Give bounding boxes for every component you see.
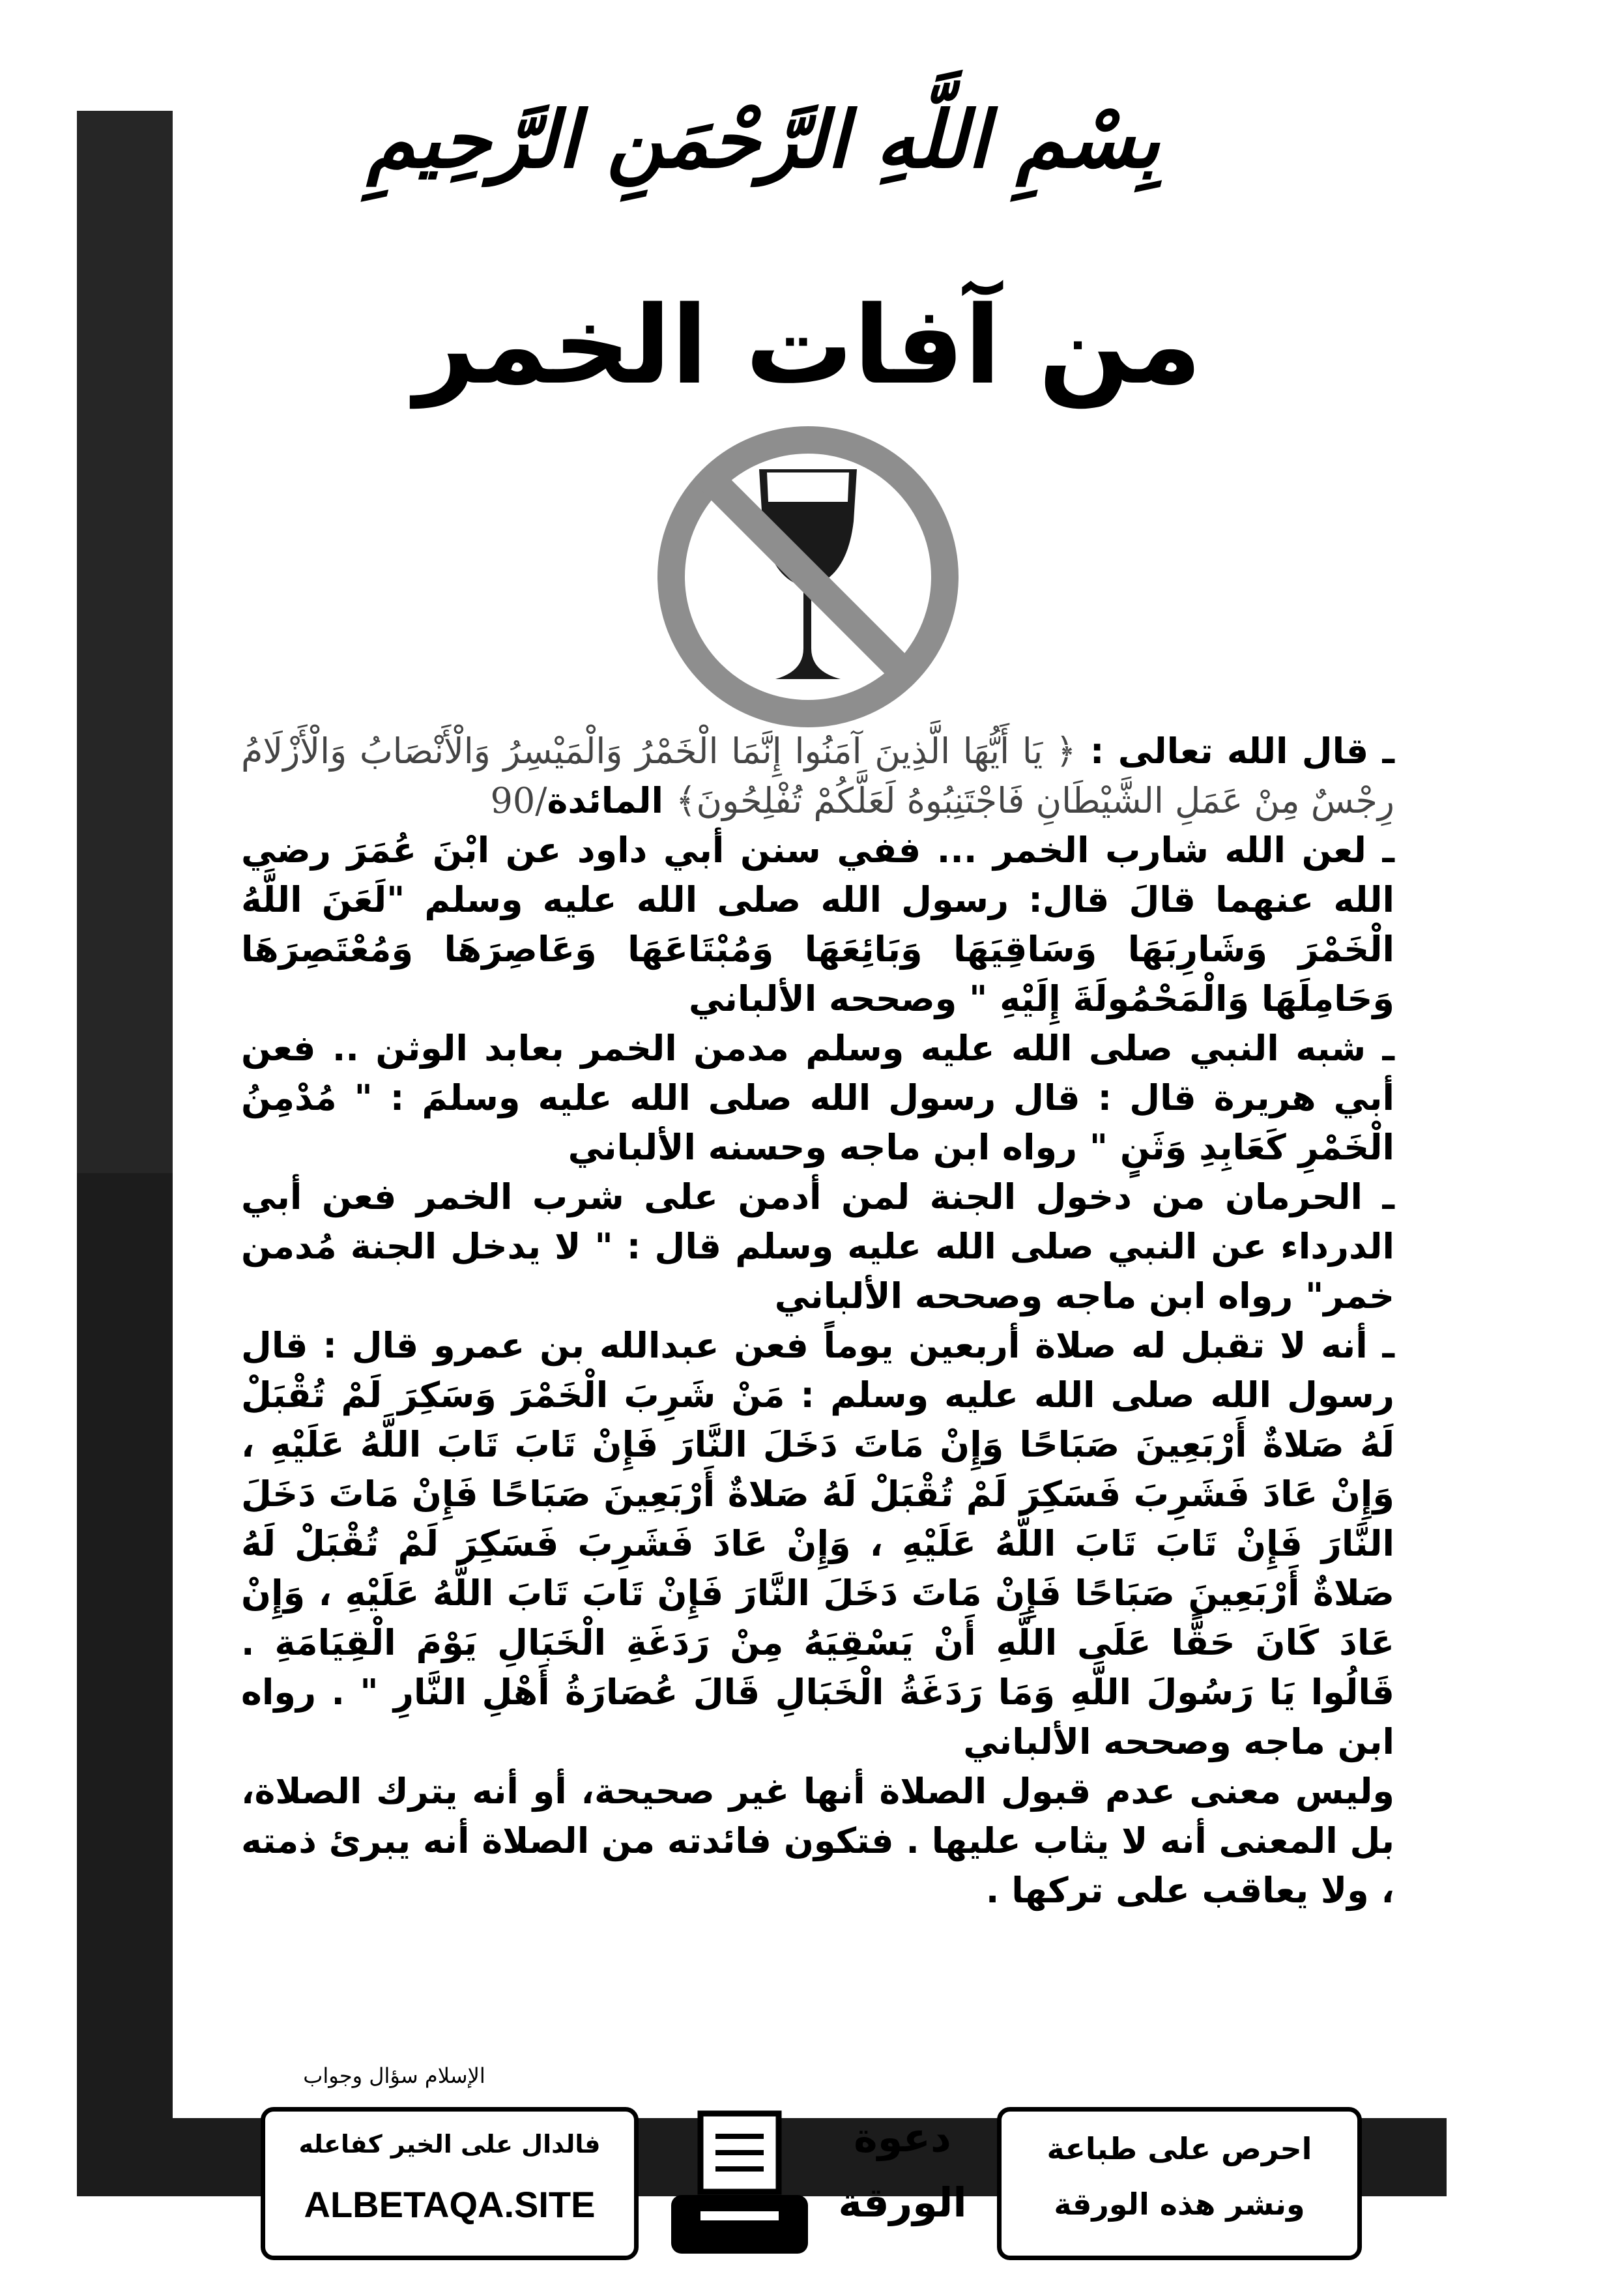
paragraph-6: وليس معنى عدم قبول الصلاة أنها غير صحيحة، أو أنه يترك الصلاة، بل المعنى أنه لا يثاب عليها . فتكون فائدته من الصلاة أنه يبرئ ذمته ، ولا يعاقب على تركها . [241,1771,1394,1911]
verse-number: /90 [490,780,547,821]
paragraph-1 [241,727,1394,826]
website-box[interactable] [261,2107,639,2260]
no-alcohol-svg [655,424,961,730]
body-text [241,727,1394,1915]
quran-verse: ﴿ يَا أَيُّهَا الَّذِينَ آمَنُوا إِنَّمَا الْخَمْرُ وَالْمَيْسِرُ وَالْأَنْصَابُ وَالْأَزْلَامُ رِجْسٌ مِنْ عَمَلِ الشَّيْطَانِ فَاجْتَنِبُوهُ لَعَلَّكُمْ تُفْلِحُونَ﴾ [241,731,1394,821]
source-note: الإسلام سؤال وجواب [303,2063,485,2088]
share-box [997,2107,1362,2260]
logo-top-text: دعوة [854,2114,951,2161]
dawah-logo [834,2107,971,2257]
footer [261,2107,1362,2296]
share-line-2: ونشر هذه الورقة [1054,2187,1305,2222]
p1-lead: ـ قال الله تعالى : [1089,731,1394,772]
printer-icon [665,2107,815,2270]
paragraph-5: ـ أنه لا تقبل له صلاة أربعين يوماً فعن عبدالله بن عمرو قال : قال رسول الله صلى الله عليه وسلم : مَنْ شَرِبَ الْخَمْرَ وَسَكِرَ لَمْ تُقْبَلْ لَهُ صَلاةٌ أَرْبَعِينَ صَبَاحًا وَإِنْ مَاتَ دَخَلَ النَّارَ فَإِنْ تَابَ تَابَ اللَّهُ عَلَيْهِ ، وَإِنْ عَادَ فَشَرِبَ فَسَكِرَ لَمْ تُقْبَلْ لَهُ صَلاةٌ أَرْبَعِينَ صَبَاحًا فَإِنْ مَاتَ دَخَلَ النَّارَ فَإِنْ تَابَ تَابَ اللَّهُ عَلَيْهِ ، وَإِنْ عَادَ فَشَرِبَ فَسَكِرَ لَمْ تُقْبَلْ لَهُ صَلاةٌ أَرْبَعِينَ صَبَاحًا فَإِنْ مَاتَ دَخَلَ النَّارَ فَإِنْ تَابَ تَابَ اللَّهُ عَلَيْهِ ، وَإِنْ عَادَ كَانَ حَقًّا عَلَى اللَّهِ أَنْ يَسْقِيَهُ مِنْ رَدَغَةِ الْخَبَالِ يَوْمَ الْقِيَامَةِ . قَالُوا يَا رَسُولَ اللَّهِ وَمَا رَدَغَةُ الْخَبَالِ قَالَ عُصَارَةُ أَهْلِ النَّارِ " . رواه ابن ماجه وصححه الألباني [241,1325,1394,1762]
printer-svg [665,2107,815,2270]
no-alcohol-icon [655,424,961,730]
basmala: بِسْمِ اللَّهِ الرَّحْمَنِ الرَّحِيمِ [367,94,1160,186]
paragraph-4: ـ الحرمان من دخول الجنة لمن أدمن على شرب الخمر فعن أبي الدرداء عن النبي صلى الله عليه وسلم قال : " لا يدخل الجنة مُدمن خمر" رواه ابن ماجه وصححه الألباني [241,1176,1394,1316]
page-title: من آفات الخمر [414,283,1202,408]
logo-bottom-text: الورقة [838,2179,967,2226]
paragraph-2: ـ لعن الله شارب الخمر ... ففي سنن أبي داود عن ابْنَ عُمَرَ رضي الله عنهما قالَ قال: رسول الله صلى الله عليه وسلم "لَعَنَ اللَّهُ الْخَمْرَ وَشَارِبَهَا وَسَاقِيَهَا وَبَائِعَهَا وَمُبْتَاعَهَا وَعَاصِرَهَا وَمُعْتَصِرَهَا وَحَامِلَهَا وَالْمَحْمُولَةَ إِلَيْهِ " وصححه الألباني [241,830,1394,1019]
website-slogan: فالدال على الخير كفاعله [298,2130,601,2158]
share-line-1: احرص على طباعة [1046,2131,1312,2166]
website-url[interactable]: ALBETAQA.SITE [304,2184,596,2225]
paragraph-3: ـ شبه النبي صلى الله عليه وسلم مدمن الخمر بعابد الوثن .. فعن أبي هريرة قال : قال رسول الله صلى الله عليه وسلمَ : " مُدْمِنُ الْخَمْرِ كَعَابِدِ وَثَنٍ " رواه ابن ماجه وحسنه الألباني [241,1028,1394,1168]
surah-name: المائدة [547,780,664,821]
